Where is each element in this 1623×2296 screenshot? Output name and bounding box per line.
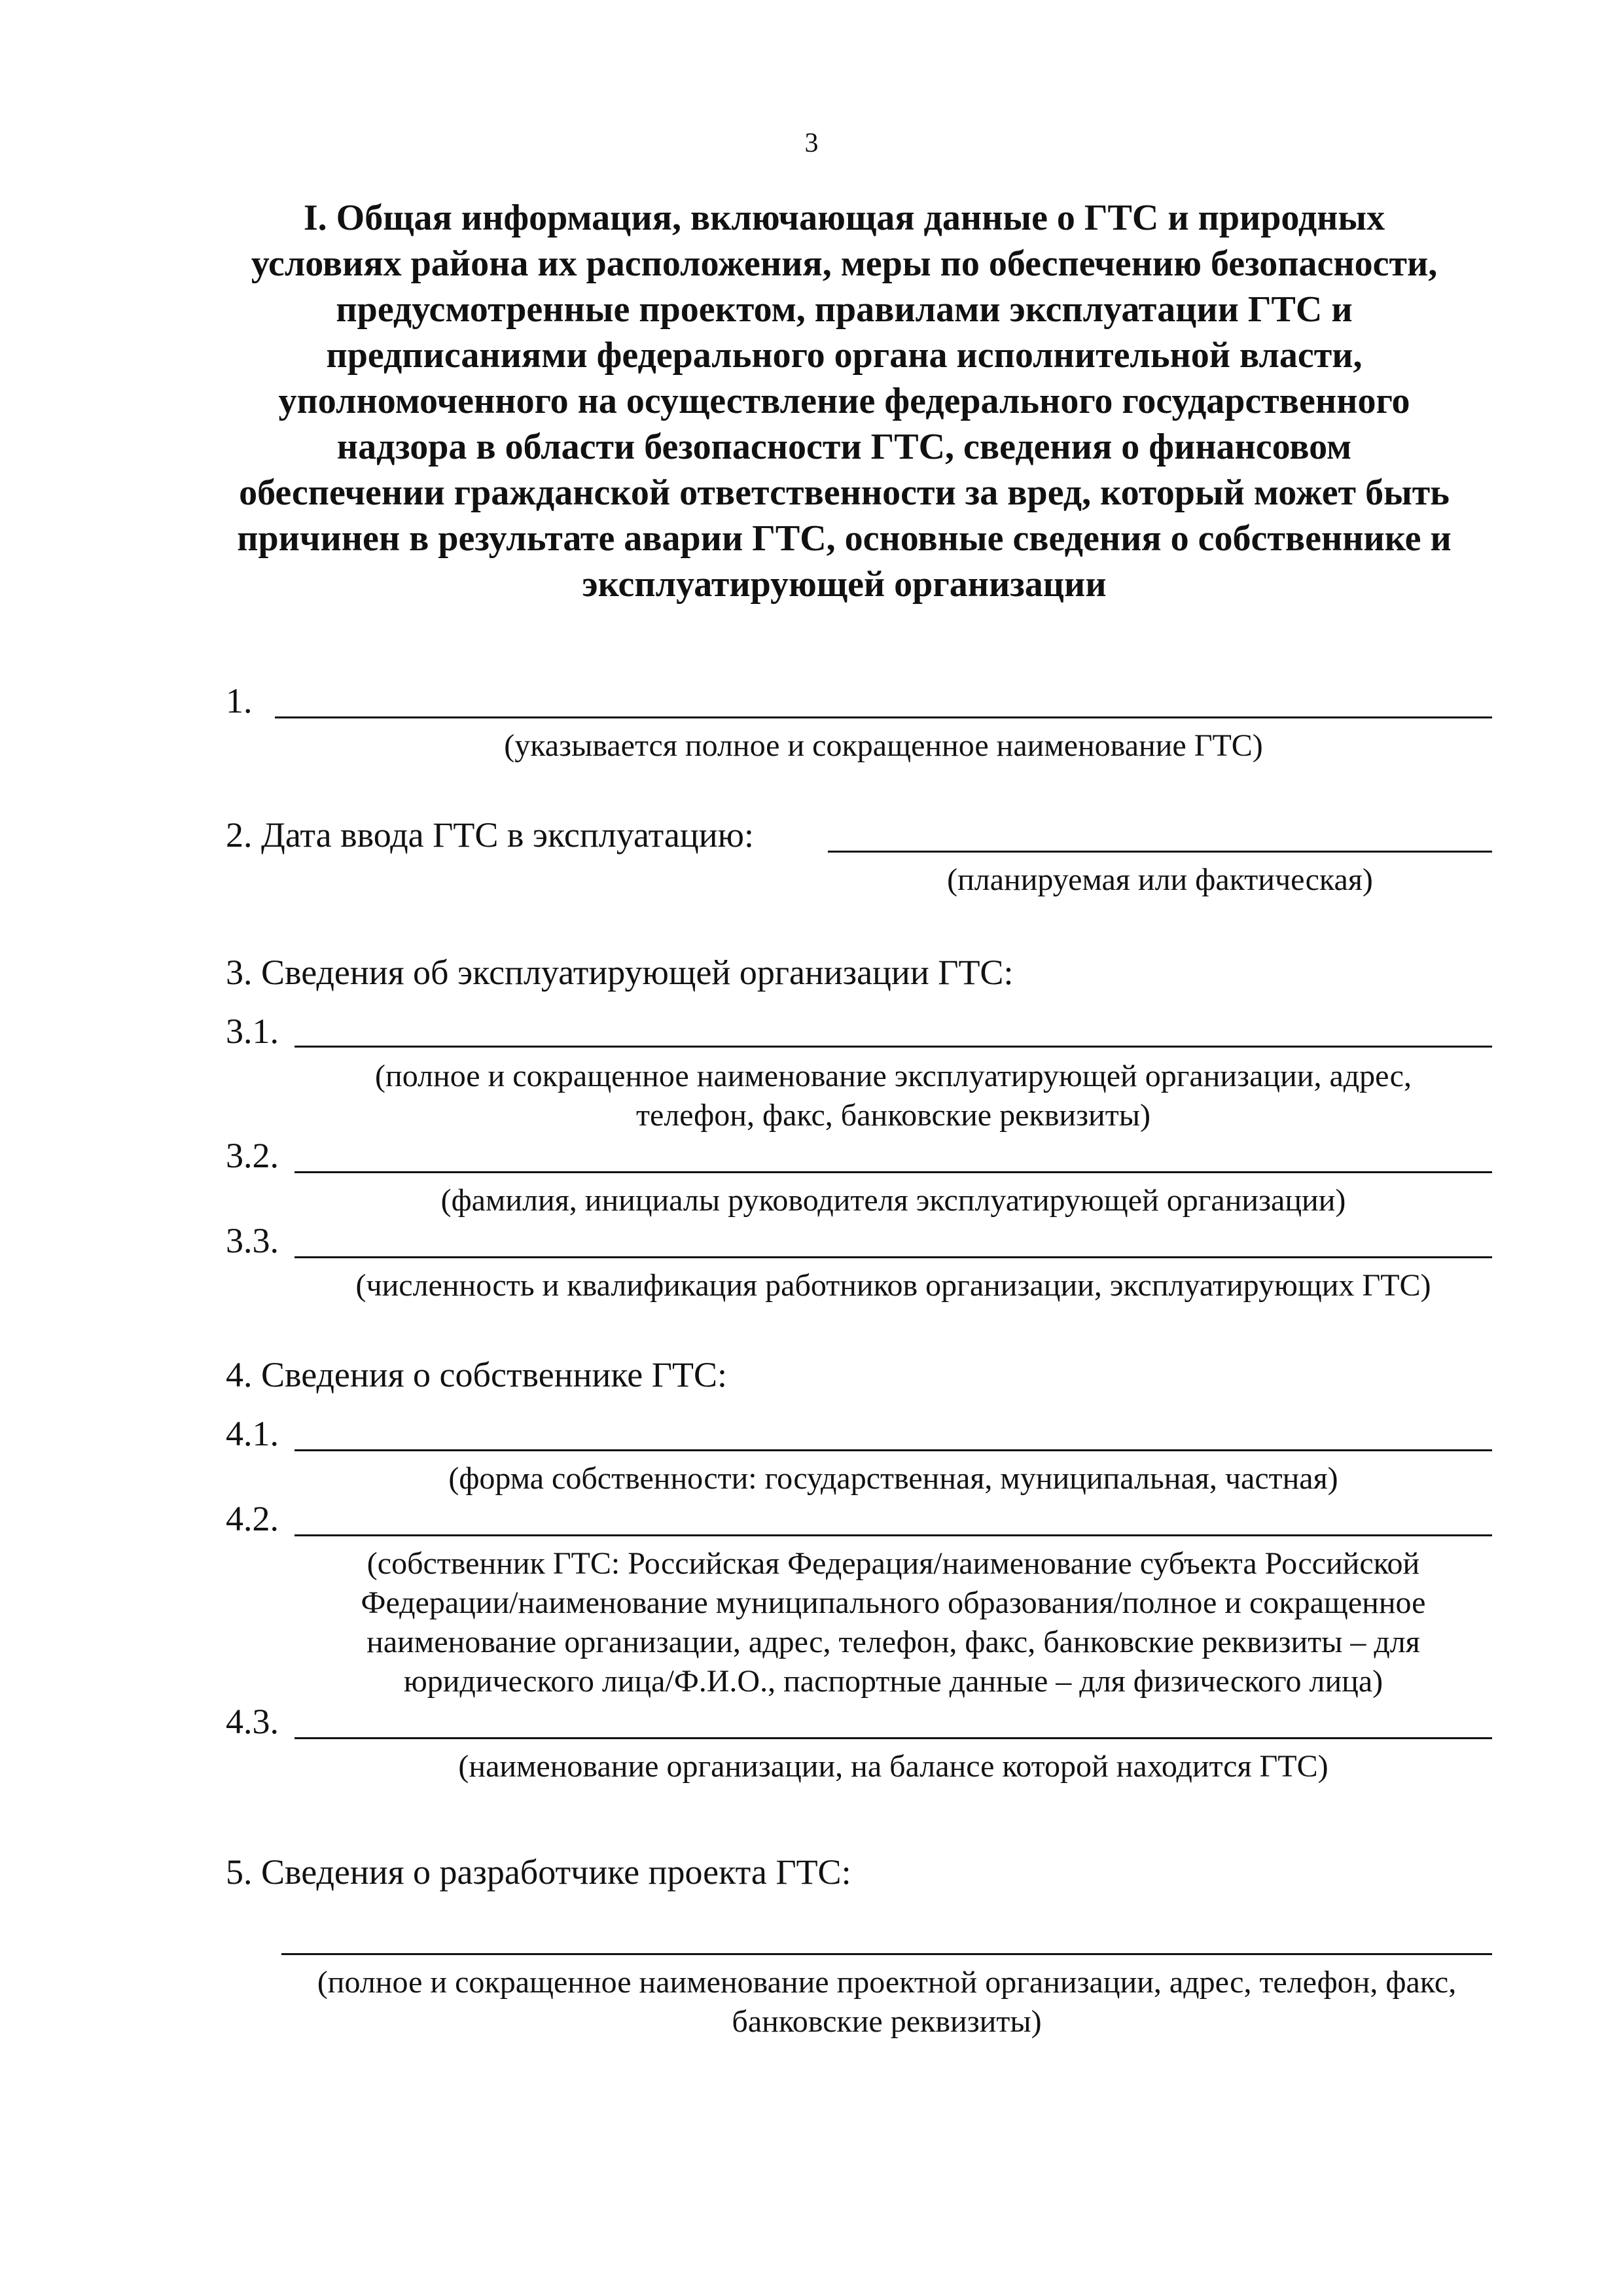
item-5-fill-line[interactable] — [281, 1953, 1492, 1955]
item-2-caption: (планируемая или фактическая) — [947, 862, 1373, 897]
item-4-heading: 4. Сведения о собственнике ГТС: — [226, 1355, 727, 1394]
heading-line: причинен в результате аварии ГТС, основные сведения о собственнике и — [237, 518, 1452, 559]
heading-line: условиях района их расположения, меры по обеспечению безопасности, — [251, 243, 1438, 284]
page-number: 3 — [804, 128, 819, 158]
heading-line: надзора в области безопасности ГТС, сведения о финансовом — [336, 427, 1352, 467]
heading-line: обеспечении гражданской ответственности за вред, который может быть — [239, 472, 1450, 513]
item-1-caption: (указывается полное и сокращенное наименование ГТС) — [504, 728, 1263, 763]
item-3-heading: 3. Сведения об эксплуатирующей организации ГТС: — [226, 953, 1014, 992]
item-1-fill-line[interactable] — [275, 716, 1492, 718]
item-3-1-caption: (полное и сокращенное наименование эксплуатирующей организации, адрес, телефон, факс, банковские реквизиты) — [375, 1059, 1412, 1133]
item-4-3-label: 4.3. — [226, 1702, 279, 1741]
item-3-1-fill-line[interactable] — [294, 1046, 1492, 1048]
item-4-2-label: 4.2. — [226, 1499, 279, 1538]
item-3-1-label: 3.1. — [226, 1012, 279, 1051]
item-4-2-caption: (собственник ГТС: Российская Федерация/наименование субъекта Российской Федерации/наименование муниципального образования/полное и сокращенное наименование организации, адрес, телефон, факс, банковские реквизиты – для юридического лица/Ф.И.О., паспортные данные – для физического лица) — [361, 1546, 1426, 1699]
item-4-1-caption: (форма собственности: государственная, муниципальная, частная) — [448, 1461, 1338, 1496]
item-4-3-caption: (наименование организации, на балансе которой находится ГТС) — [458, 1749, 1329, 1784]
item-2-label: 2. Дата ввода ГТС в эксплуатацию: — [226, 815, 754, 855]
item-4-1-label: 4.1. — [226, 1414, 279, 1453]
item-5-caption: (полное и сокращенное наименование проектной организации, адрес, телефон, факс, банковские реквизиты) — [317, 1965, 1457, 2039]
item-3-3-caption: (численность и квалификация работников организации, эксплуатирующих ГТС) — [355, 1268, 1431, 1303]
heading-line: эксплуатирующей организации — [582, 564, 1107, 605]
heading-line: I. Общая информация, включающая данные о ГТС и природных — [303, 198, 1385, 238]
item-3-2-label: 3.2. — [226, 1136, 279, 1175]
item-4-1-fill-line[interactable] — [294, 1449, 1492, 1451]
item-4-3-fill-line[interactable] — [294, 1737, 1492, 1739]
item-5-heading: 5. Сведения о разработчике проекта ГТС: — [226, 1852, 851, 1892]
item-3-3-fill-line[interactable] — [294, 1256, 1492, 1258]
item-3-3-label: 3.3. — [226, 1221, 279, 1260]
item-3-2-caption: (фамилия, инициалы руководителя эксплуатирующей организации) — [440, 1183, 1346, 1218]
item-2-fill-line[interactable] — [828, 851, 1492, 853]
heading-line: предписаниями федерального органа исполнительной власти, — [326, 335, 1363, 376]
item-4-2-fill-line[interactable] — [294, 1534, 1492, 1536]
heading-line: уполномоченного на осуществление федерального государственного — [278, 381, 1410, 421]
item-3-2-fill-line[interactable] — [294, 1171, 1492, 1173]
item-1-label: 1. — [226, 681, 253, 720]
heading-line: предусмотренные проектом, правилами эксплуатации ГТС и — [336, 289, 1353, 330]
section-heading — [196, 195, 1492, 607]
